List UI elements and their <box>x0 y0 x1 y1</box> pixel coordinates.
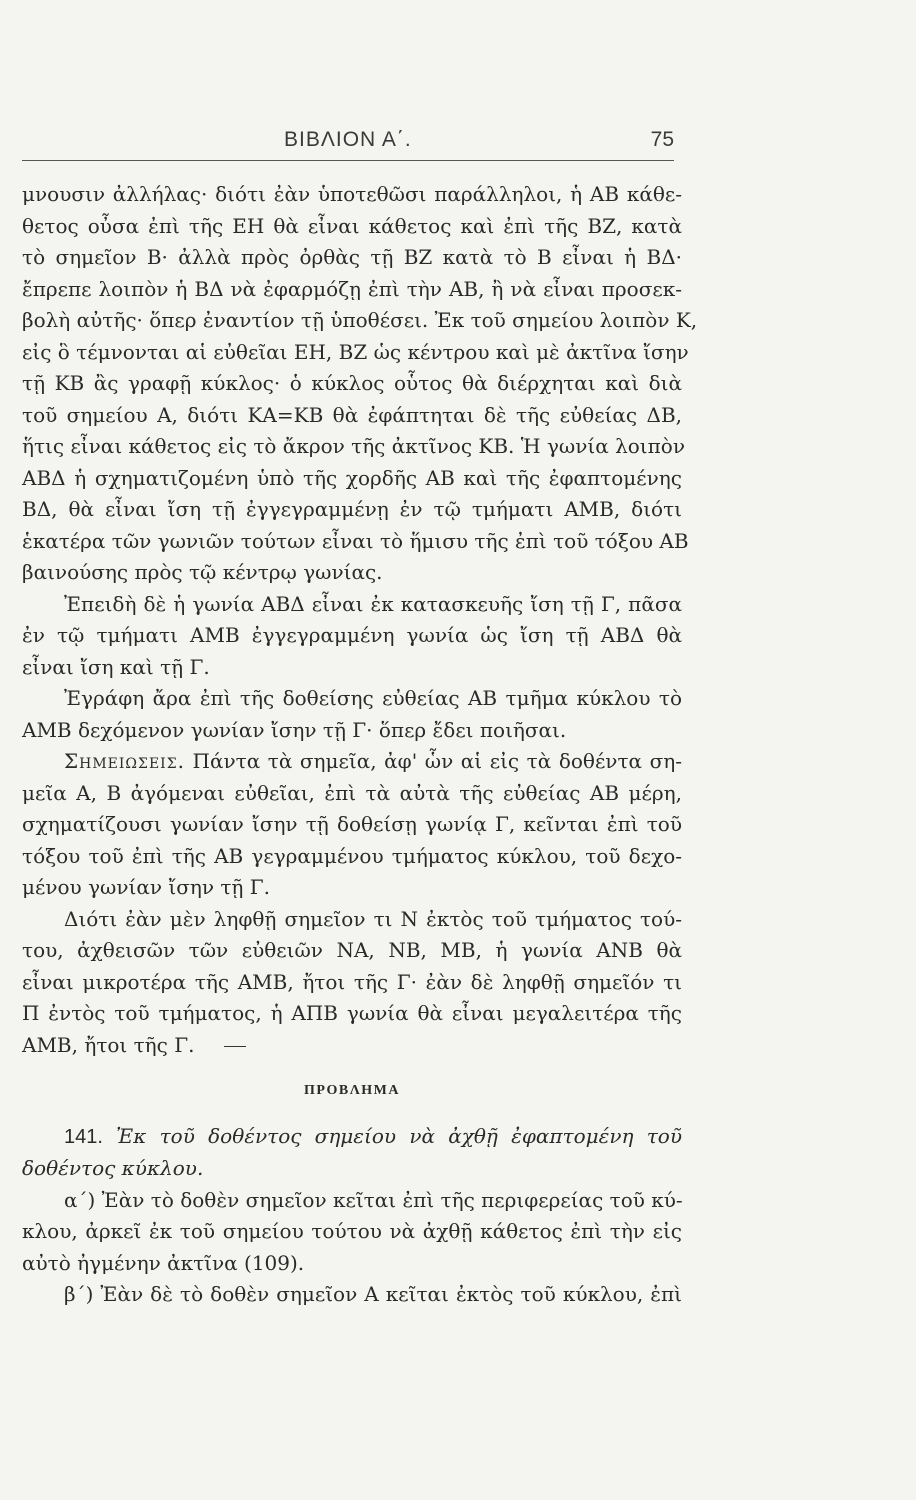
text-line: ἑκατέρα τῶν γωνιῶν τούτων εἶναι τὸ ἥμισυ τῆς ἐπὶ τοῦ τόξου ΑΒ <box>22 528 689 553</box>
text-fragment: Πάντα τὰ σημεῖα, ἀφ' ὧν αἱ εἰς τὰ δοθέντα ση- <box>184 749 682 773</box>
text-line: εἶναι ἴση καὶ τῇ Γ. <box>22 654 210 679</box>
problem-statement <box>22 1121 682 1185</box>
text-line: ἥτις εἶναι κάθετος εἰς τὸ ἄκρον τῆς ἀκτῖνος ΚΒ. Ἡ γωνία λοιπὸν <box>22 434 685 458</box>
text-line: β΄) Ἐὰν δὲ τὸ δοθὲν σημεῖον Α κεῖται ἐκτὸς τοῦ κύκλου, ἐπὶ <box>64 1282 682 1306</box>
text-line: κλου, ἀρκεῖ ἐκ τοῦ σημείου τούτου νὰ ἀχθῇ κάθετος ἐπὶ τὴν εἰς <box>22 1219 682 1243</box>
text-line: τὸ σημεῖον Β· ἀλλὰ πρὸς ὀρθὰς τῇ ΒΖ κατὰ τὸ Β εἶναι ἡ ΒΔ· <box>22 245 682 269</box>
text-line: θετος οὖσα ἐπὶ τῆς ΕΗ θὰ εἶναι κάθετος καὶ ἐπὶ τῆς ΒΖ, κατὰ <box>22 213 682 238</box>
text-line: αὐτὸ ἠγμένην ἀκτῖνα (109). <box>22 1250 305 1275</box>
paragraph <box>22 683 682 746</box>
text-line: βαινούσης πρὸς τῷ κέντρῳ γωνίας. <box>22 560 383 584</box>
running-title: ΒΙΒΛΙΟΝ Α΄. <box>284 128 412 151</box>
end-dash <box>224 1046 246 1047</box>
text-line: του, ἀχθεισῶν τῶν εὐθειῶν ΝΑ, ΝΒ, ΜΒ, ἡ γωνία ΑΝΒ θὰ <box>22 938 682 962</box>
page-body <box>22 179 698 1311</box>
problem-number: 141. <box>64 1125 103 1148</box>
paragraph <box>22 1185 682 1280</box>
text-line: ἐν τῷ τμήματι ΑΜΒ ἐγγεγραμμένη γωνία ὡς ἴση τῇ ΑΒΔ θὰ <box>22 623 682 647</box>
text-line: τόξου τοῦ ἐπὶ τῆς ΑΒ γεγραμμένου τμήματος κύκλου, τοῦ δεχο- <box>22 843 682 868</box>
page-number: 75 <box>650 128 674 151</box>
header-rule <box>22 160 674 161</box>
text-line: τοῦ σημείου Α, διότι ΚΑ=ΚΒ θὰ ἐφάπτηται δὲ τῆς εὐθείας ΔΒ, <box>22 402 682 427</box>
page-header <box>22 128 674 158</box>
text-line: τῇ ΚΒ ἂς γραφῇ κύκλος· ὁ κύκλος οὗτος θὰ διέρχηται καὶ διὰ <box>22 371 682 395</box>
text-line <box>22 1121 682 1154</box>
text-line: ΑΒΔ ἡ σχηματιζομένη ὑπὸ τῆς χορδῆς ΑΒ καὶ τῆς ἐφαπτομένης <box>22 465 682 490</box>
text-line: βολὴ αὐτῆς· ὅπερ ἐναντίον τῇ ὑποθέσει. Ἐκ τοῦ σημείου λοιπὸν Κ, <box>22 308 698 332</box>
text-line <box>22 1030 682 1062</box>
text-line <box>22 746 682 778</box>
text-line: δοθέντος κύκλου. <box>22 1156 204 1180</box>
text-line: Ἐγράφη ἄρα ἐπὶ τῆς δοθείσης εὐθείας ΑΒ τμῆμα κύκλου τὸ <box>64 686 682 710</box>
paragraph <box>22 904 682 1062</box>
problem-text: Ἐκ τοῦ δοθέντος σημείου νὰ ἀχθῇ ἐφαπτομένη τοῦ <box>102 1123 682 1148</box>
text-line: εἶναι μικροτέρα τῆς ΑΜΒ, ἤτοι τῆς Γ· ἐὰν δὲ ληφθῇ σημεῖόν τι <box>22 969 682 994</box>
paragraph <box>22 179 698 589</box>
text-line: εἰς ὃ τέμνονται αἱ εὐθεῖαι ΕΗ, ΒΖ ὡς κέντρου καὶ μὲ ἀκτῖνα ἴσην <box>22 339 689 364</box>
text-line: μεῖα Α, Β ἀγόμεναι εὐθεῖαι, ἐπὶ τὰ αὐτὰ τῆς εὐθείας ΑΒ μέρη, <box>22 780 682 805</box>
text-line: Ἐπειδὴ δὲ ἡ γωνία ΑΒΔ εἶναι ἐκ κατασκευῆς ἴση τῇ Γ, πᾶσα <box>64 591 682 616</box>
text-fragment: ΑΜΒ, ἤτοι τῆς Γ. <box>22 1032 195 1057</box>
text-line: Π ἐντὸς τοῦ τμήματος, ἡ ΑΠΒ γωνία θὰ εἶναι μεγαλειτέρα τῆς <box>22 1001 682 1025</box>
text-line: μένου γωνίαν ἴσην τῇ Γ. <box>22 875 270 899</box>
text-line: Διότι ἐὰν μὲν ληφθῇ σημεῖον τι Ν ἐκτὸς τοῦ τμήματος τού- <box>64 906 682 931</box>
text-line: ΒΔ, θὰ εἶναι ἴση τῇ ἐγγεγραμμένῃ ἐν τῷ τμήματι ΑΜΒ, διότι <box>22 497 682 521</box>
text-line: μνουσιν ἀλλήλας· διότι ἐὰν ὑποτεθῶσι παράλληλοι, ἡ ΑΒ κάθε- <box>22 182 682 206</box>
paragraph <box>22 589 682 684</box>
remarks-label: Σημειωσεις. <box>64 749 185 773</box>
text-line: α΄) Ἐὰν τὸ δοθὲν σημεῖον κεῖται ἐπὶ τῆς περιφερείας τοῦ κύ- <box>64 1187 683 1212</box>
paragraph <box>22 1279 682 1311</box>
text-line: σχηματίζουσι γωνίαν ἴσην τῇ δοθείσῃ γωνίᾳ Γ, κεῖνται ἐπὶ τοῦ <box>22 812 682 836</box>
text-line: ἔπρεπε λοιπὸν ἡ ΒΔ νὰ ἐφαρμόζῃ ἐπὶ τὴν ΑΒ, ἢ νὰ εἶναι προσεκ- <box>22 276 682 301</box>
paragraph <box>22 746 682 904</box>
problem-heading: ΠΡΟΒΛΗΜΑ <box>304 1083 400 1098</box>
text-line: ΑΜΒ δεχόμενον γωνίαν ἴσην τῇ Γ· ὅπερ ἔδει ποιῆσαι. <box>22 717 567 742</box>
